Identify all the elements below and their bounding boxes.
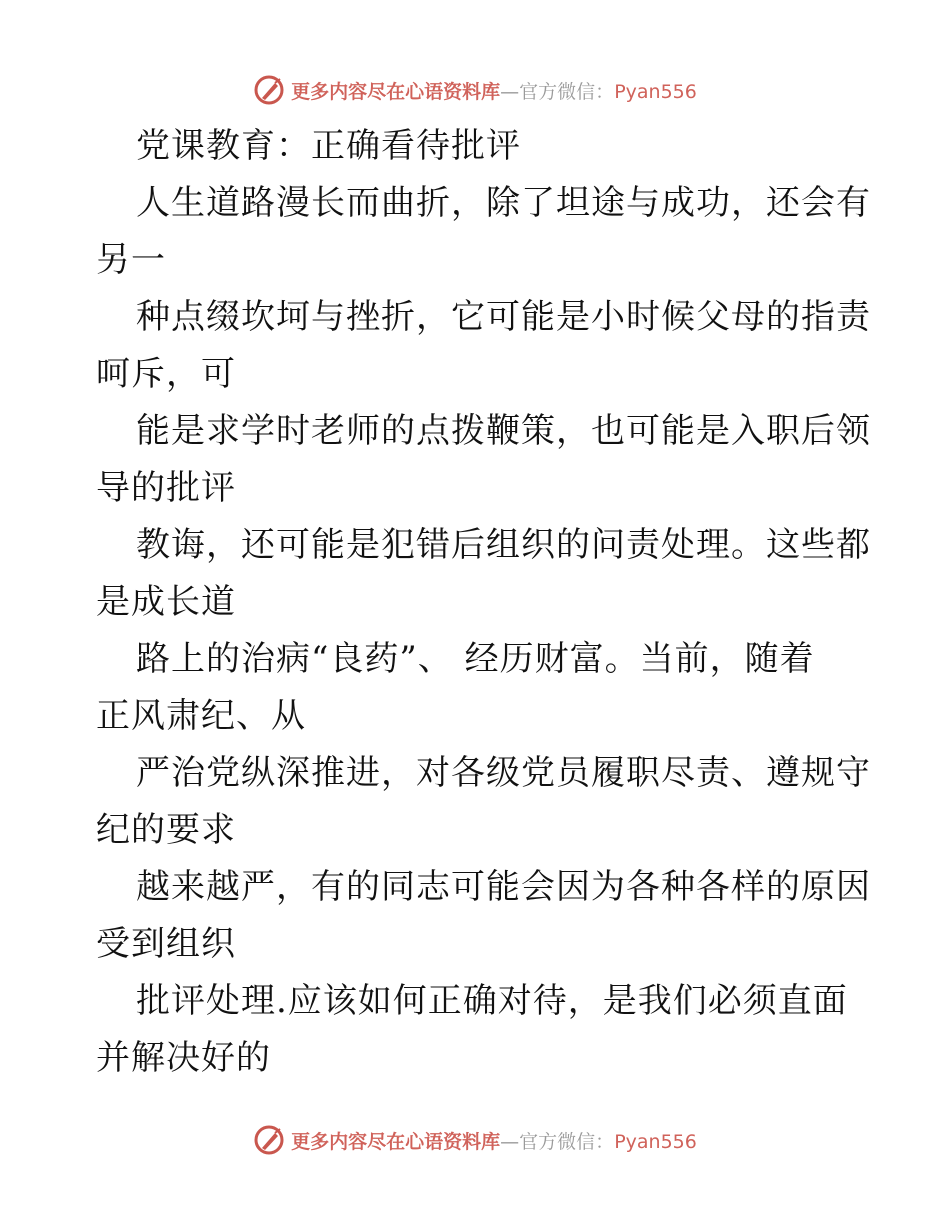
quill-pen-logo-icon bbox=[253, 1124, 285, 1156]
document-body bbox=[96, 118, 871, 1087]
body-line: 是成长道 bbox=[96, 582, 236, 622]
body-line: 正风肃纪、从 bbox=[96, 696, 306, 736]
header-watermark-banner bbox=[0, 70, 950, 110]
body-line: 严治党纵深推进，对各级党员履职尽责、遵规守 bbox=[136, 753, 871, 793]
body-line: 教诲，还可能是犯错后组织的问责处理。这些都 bbox=[136, 525, 871, 565]
banner-dash: — bbox=[500, 1130, 520, 1153]
quill-pen-logo-icon bbox=[253, 74, 285, 106]
wechat-id: Pyan556 bbox=[614, 80, 697, 103]
wechat-label: 官方微信： bbox=[519, 1130, 615, 1153]
document-title: 党课教育：正确看待批评 bbox=[136, 126, 521, 166]
site-text: 更多内容尽在心语资料库 bbox=[291, 80, 501, 103]
body-line: 能是求学时老师的点拨鞭策，也可能是入职后领 bbox=[136, 411, 871, 451]
body-line: 并解决好的 bbox=[96, 1038, 271, 1078]
body-line: 批评处理.应该如何正确对待，是我们必须直面 bbox=[136, 981, 848, 1021]
site-text: 更多内容尽在心语资料库 bbox=[291, 1130, 501, 1153]
wechat-label: 官方微信： bbox=[519, 80, 615, 103]
banner-dash: — bbox=[500, 80, 520, 103]
body-line: 纪的要求 bbox=[96, 810, 236, 850]
footer-watermark-banner bbox=[0, 1120, 950, 1160]
body-line: 人生道路漫长而曲折，除了坦途与成功，还会有 bbox=[136, 183, 871, 223]
body-line: 受到组织 bbox=[96, 924, 236, 964]
body-line: 另一 bbox=[96, 240, 166, 280]
body-line: 呵斥，可 bbox=[96, 354, 236, 394]
body-line: 种点缀坎坷与挫折，它可能是小时候父母的指责 bbox=[136, 297, 871, 337]
body-line: 导的批评 bbox=[96, 468, 236, 508]
body-line: 越来越严，有的同志可能会因为各种各样的原因 bbox=[136, 867, 871, 907]
body-line: 路上的治病“良药”、 经历财富。当前，随着 bbox=[136, 639, 815, 679]
wechat-id: Pyan556 bbox=[614, 1130, 697, 1153]
